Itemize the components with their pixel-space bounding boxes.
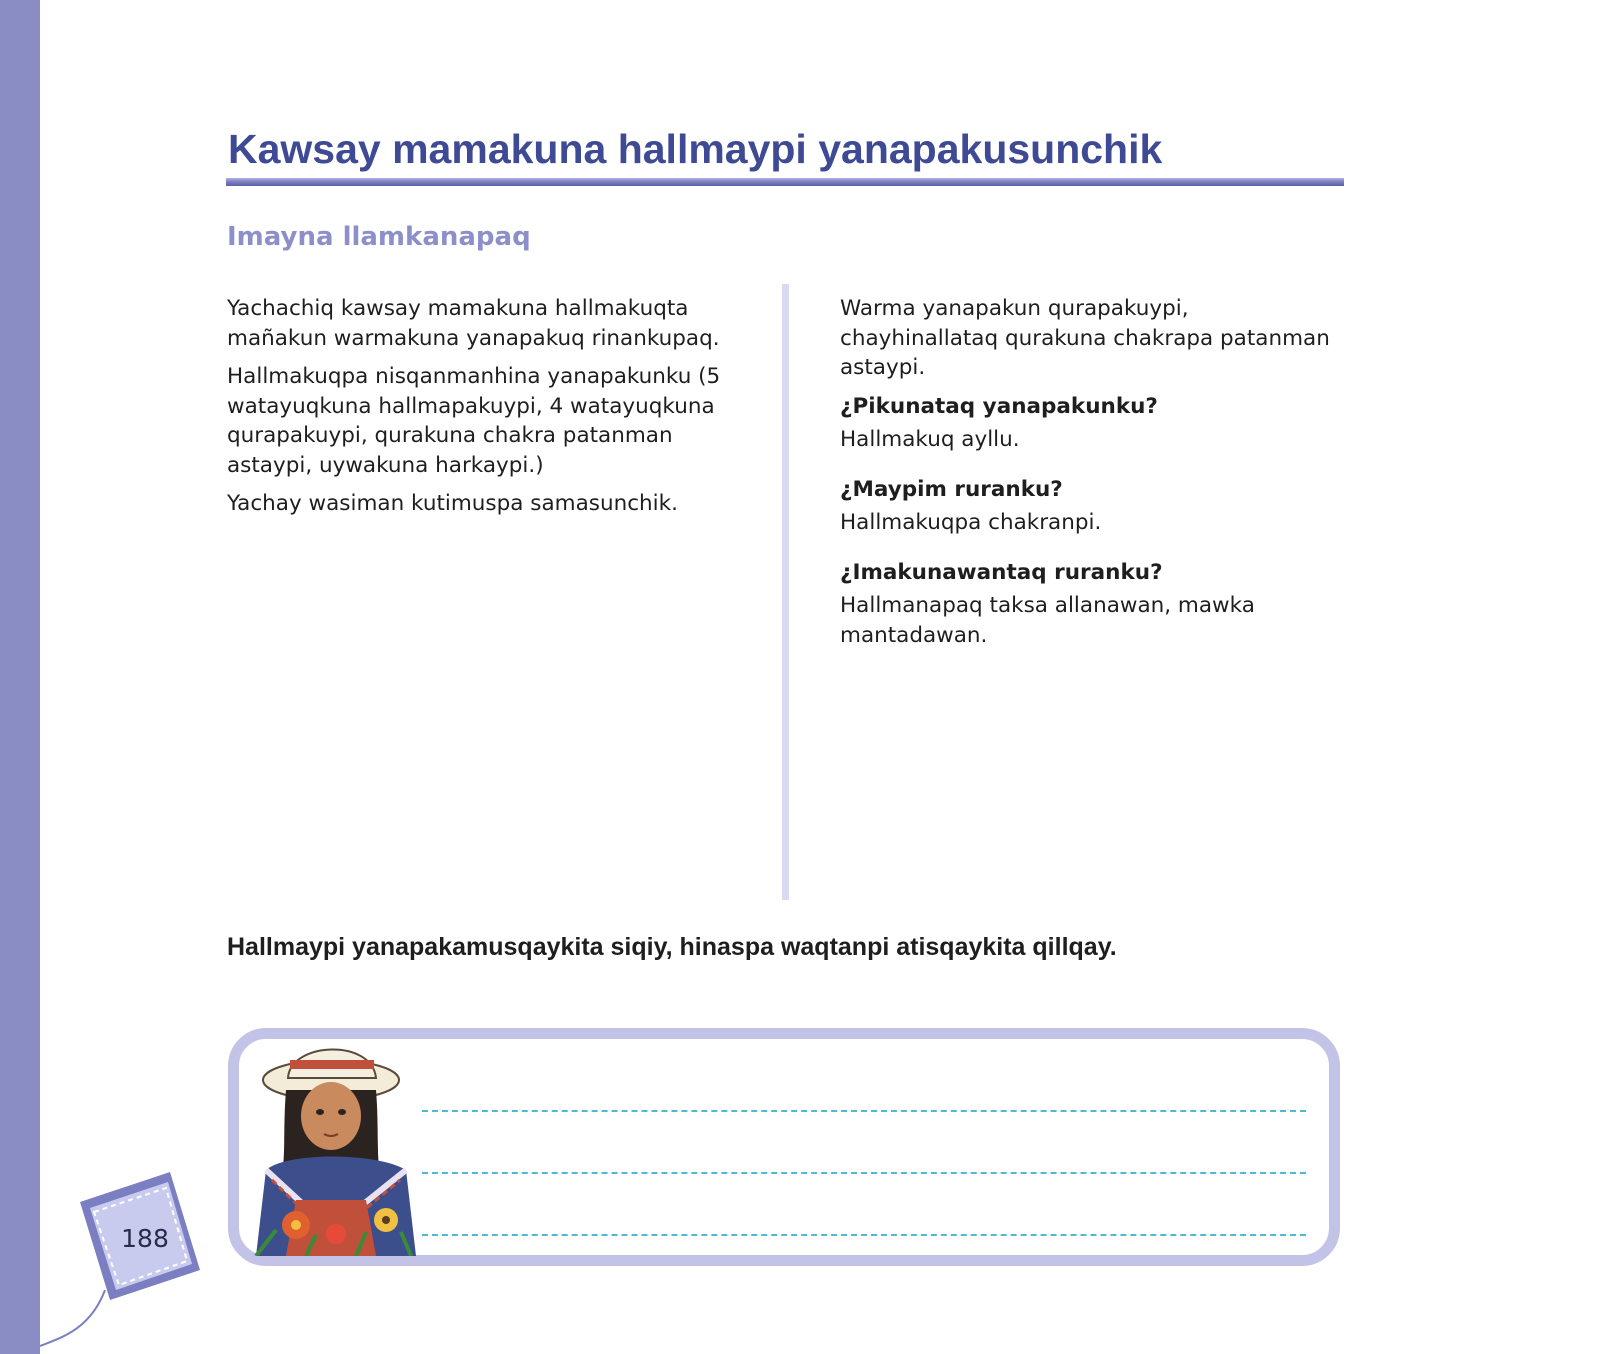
answer-1: Hallmakuq ayllu.	[840, 427, 1020, 452]
question-3: ¿Imakunawantaq ruranku?	[840, 559, 1163, 585]
answer-3: Hallmanapaq taksa allanawan, mawka mantadawan.	[840, 593, 1255, 648]
right-intro: Warma yanapakun qurapakuypi, chayhinallataq qurakuna chakrapa patanman astaypi.	[840, 296, 1330, 380]
tag-string	[0, 1290, 120, 1354]
side-color-strip	[0, 0, 40, 1354]
answer-2: Hallmakuqpa chakranpi.	[840, 510, 1102, 535]
left-paragraph-2: Hallmakuqpa nisqanmanhina yanapakunku (5 watayuqkuna hallmapakuypi, 4 watayuqkuna qurapakuypi, qurakuna chakra patanman astaypi, uywakuna harkaypi.)	[227, 364, 721, 478]
writing-line-2[interactable]	[422, 1172, 1306, 1174]
left-paragraph-3: Yachay wasiman kutimuspa samasunchik.	[227, 491, 678, 516]
question-2: ¿Maypim ruranku?	[840, 476, 1063, 502]
page-number: 188	[121, 1224, 169, 1253]
left-column	[227, 294, 747, 528]
writing-line-3[interactable]	[422, 1234, 1306, 1236]
section-subheading: Imayna llamkanapaq	[227, 222, 531, 252]
activity-instruction: Hallmaypi yanapakamusqaykita siqiy, hinaspa waqtanpi atisqaykita qillqay.	[227, 933, 1117, 961]
andean-girl-illustration	[236, 1020, 426, 1256]
right-column	[840, 294, 1340, 670]
title-underline	[226, 178, 1344, 186]
writing-line-1[interactable]	[422, 1110, 1306, 1112]
column-divider	[782, 284, 789, 900]
left-paragraph-1: Yachachiq kawsay mamakuna hallmakuqta mañakun warmakuna yanapakuq rinankupaq.	[227, 296, 720, 351]
question-1: ¿Pikunataq yanapakunku?	[840, 393, 1158, 419]
page-title: Kawsay mamakuna hallmaypi yanapakusunchik	[228, 126, 1163, 172]
